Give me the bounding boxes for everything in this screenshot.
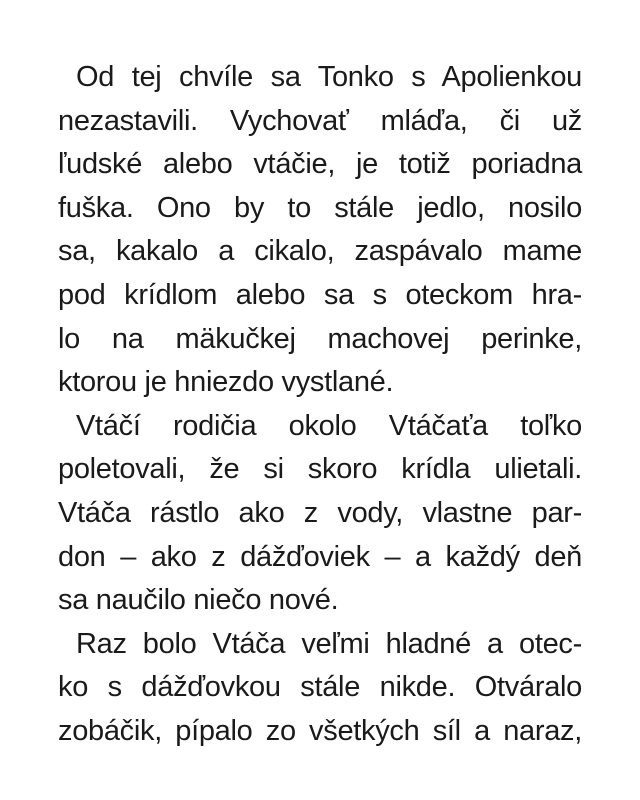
text-line: Od tej chvíle sa Tonko s Apolienkou — [76, 61, 582, 93]
text-line: Raz bolo Vtáča veľmi hladné a otec- — [76, 627, 582, 660]
text-line: ko s dážďovkou stále nikde. Otváralo — [58, 671, 582, 704]
text-line: Vtáča rástlo ako z vody, vlastne par- — [58, 496, 582, 529]
text-line: zobáčik, pípalo zo všetkých síl a naraz, — [58, 714, 582, 747]
text-line: ktorou je hniezdo vystlané. — [58, 366, 394, 399]
paragraph-1 — [58, 56, 582, 405]
text-line: Vtáčí rodičia okolo Vtáčaťa toľko — [76, 409, 582, 442]
text-line: poletovali, že si skoro krídla ulietali. — [58, 453, 582, 486]
paragraph-2 — [58, 405, 582, 623]
text-line: ľudské alebo vtáčie, je totiž poriadna — [58, 148, 582, 181]
text-line: fuška. Ono by to stále jedlo, nosilo — [58, 191, 582, 224]
paragraph-3 — [58, 623, 582, 754]
text-line: don – ako z dážďoviek – a každý deň — [58, 540, 582, 573]
text-line: sa, kakalo a cikalo, zaspávalo mame — [58, 235, 582, 268]
text-line: pod krídlom alebo sa s oteckom hra- — [58, 278, 582, 311]
text-line: sa naučilo niečo nové. — [58, 584, 339, 617]
text-line: lo na mäkučkej machovej perinke, — [58, 322, 582, 355]
text-line: nezastavili. Vychovať mláďa, či už — [58, 104, 582, 137]
story-text — [58, 56, 582, 754]
